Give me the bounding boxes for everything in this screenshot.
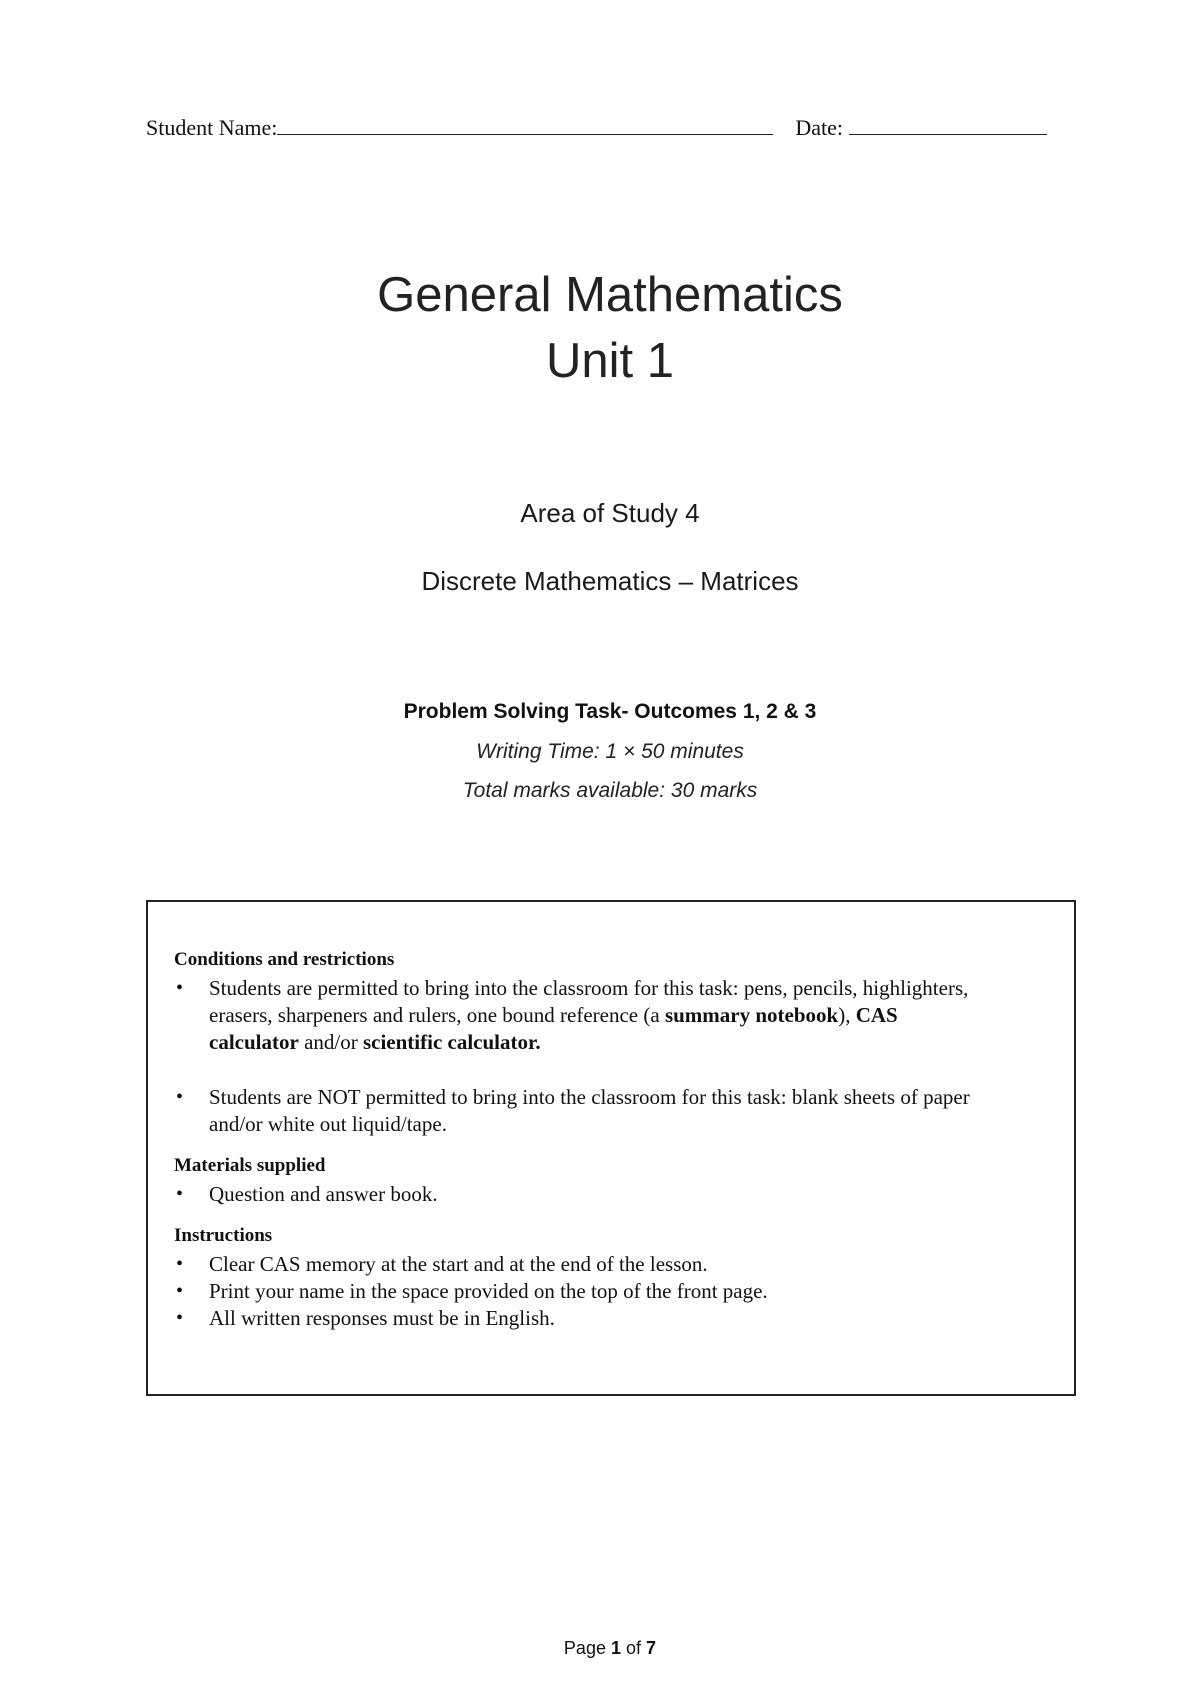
total-marks: Total marks available: 30 marks [462,779,758,802]
page-footer [0,1638,1200,1659]
document-title [0,262,1200,394]
page-total: 7 [646,1638,657,1658]
topic-heading: Discrete Mathematics – Matrices [421,566,799,596]
date-label: Date: [795,115,844,140]
bullet-icon: • [176,1307,184,1329]
title-line-2: Unit 1 [545,334,674,388]
list-item: • Clear CAS memory at the start and at the end of the lesson. [176,1252,708,1276]
list-item: • Print your name in the space provided on the top of the front page. [176,1279,768,1303]
page-word: Page [563,1638,606,1658]
instructions-list [174,1251,974,1332]
materials-heading: Materials supplied [174,1155,326,1176]
bullet-icon: • [176,977,184,999]
title-line-1: General Mathematics [377,268,843,322]
bullet-icon: • [176,1183,184,1205]
date-field[interactable] [849,114,1047,135]
bullet-icon: • [176,1086,184,1108]
header-line [146,114,1076,141]
bullet-icon: • [176,1280,184,1302]
bullet-icon: • [176,1253,184,1275]
task-title: Problem Solving Task- Outcomes 1, 2 & 3 [403,700,817,723]
conditions-box [146,900,1076,1396]
list-item: • Question and answer book. [176,1182,438,1206]
list-item: • All written responses must be in English. [176,1306,555,1330]
list-item: • Students are permitted to bring into the classroom for this task: pens, pencils, highlighters, erasers, sharpeners and rulers, one bound reference (a summary notebook), CAS calculator and/or scientific calculator. [176,976,969,1054]
of-word: of [626,1638,642,1658]
materials-list [174,1181,974,1208]
instructions-heading: Instructions [174,1225,273,1246]
area-of-study: Area of Study 4 [520,498,700,528]
conditions-list [174,975,974,1056]
writing-time: Writing Time: 1 × 50 minutes [476,740,744,763]
student-name-field[interactable] [277,114,773,135]
page-number: 1 [610,1638,621,1658]
student-name-label: Student Name: [146,115,278,140]
list-item: • Students are NOT permitted to bring into the classroom for this task: blank sheets of paper and/or white out liquid/tape. [176,1085,970,1136]
conditions-heading: Conditions and restrictions [174,949,395,970]
